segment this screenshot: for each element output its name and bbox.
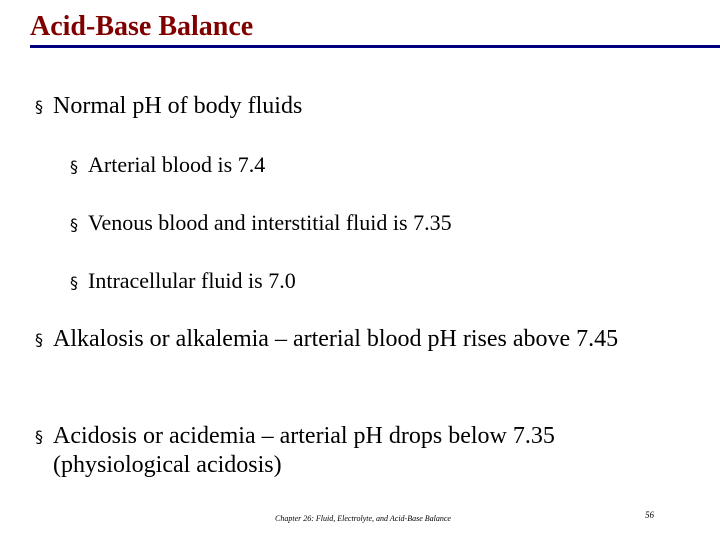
slide-title: Acid-Base Balance	[30, 11, 254, 42]
bullet-text: Intracellular fluid is 7.0	[88, 268, 296, 293]
footer-chapter: Chapter 26: Fluid, Electrolyte, and Acid-Base Balance	[275, 514, 451, 523]
bullet-text: Normal pH of body fluids	[53, 93, 303, 119]
page-number: 56	[645, 510, 654, 520]
title-rule	[30, 45, 720, 48]
sub-bullet-arterial	[70, 152, 265, 178]
bullet-text: Acidosis or acidemia – arterial pH drops below 7.35 (physiological acidosis)	[53, 423, 555, 478]
bullet-marker-icon: §	[70, 273, 78, 292]
bullet-text: Alkalosis or alkalemia – arterial blood pH rises above 7.45	[53, 326, 619, 352]
bullet-marker-icon: §	[70, 215, 78, 234]
bullet-text: Venous blood and interstitial fluid is 7.35	[88, 210, 452, 235]
bullet-acidosis	[35, 422, 673, 480]
bullet-marker-icon: §	[35, 330, 43, 349]
bullet-marker-icon: §	[70, 157, 78, 176]
bullet-text: Arterial blood is 7.4	[88, 152, 266, 177]
sub-bullet-venous	[70, 210, 452, 236]
bullet-marker-icon: §	[35, 97, 43, 116]
sub-bullet-intracellular	[70, 268, 296, 294]
bullet-marker-icon: §	[35, 427, 43, 446]
bullet-normal-ph	[35, 92, 673, 121]
bullet-alkalosis	[35, 325, 673, 354]
